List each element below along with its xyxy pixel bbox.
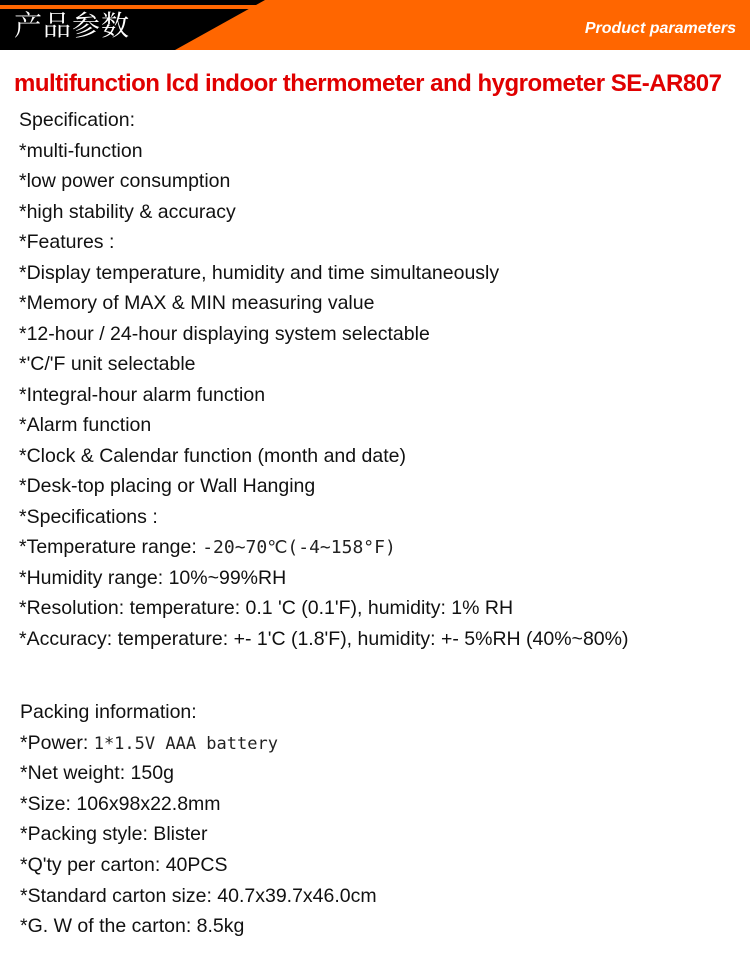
spec-line: *multi-function [19, 139, 143, 162]
banner-cn-title: 产品参数 [14, 9, 131, 42]
temperature-range-line [19, 534, 628, 565]
spec-line: *Integral-hour alarm function [19, 383, 266, 406]
packing-line: *Standard carton size: 40.7x39.7x46.0cm [20, 884, 377, 907]
packing-line: *Size: 106x98x22.8mm [20, 792, 221, 815]
spec-line: *Resolution: temperature: 0.1 'C (0.1'F), humidity: 1% RH [19, 597, 514, 619]
spec-list [19, 107, 628, 656]
power-label: *Power: [20, 731, 94, 754]
spec-line: *low power consumption [19, 170, 231, 192]
product-title: multifunction lcd indoor thermometer and hygrometer SE-AR807 [14, 70, 722, 97]
spec-line: *Desk-top placing or Wall Hanging [19, 475, 316, 497]
header-banner [0, 0, 750, 50]
temperature-value: -20~70℃(-4~158°F) [202, 537, 396, 558]
packing-heading: Packing information: [20, 701, 197, 723]
spec-line: *Clock & Calendar function (month and date) [19, 444, 406, 467]
power-value: 1*1.5V AAA battery [93, 733, 278, 754]
spec-line: *high stability & accuracy [19, 200, 236, 223]
spec-line: *Display temperature, humidity and time simultaneously [19, 261, 500, 284]
temperature-label: *Temperature range: [19, 536, 203, 558]
power-line [20, 730, 377, 761]
spec-line: *Accuracy: temperature: +- 1'C (1.8'F), humidity: +- 5%RH (40%~80%) [19, 627, 629, 650]
packing-line: *Net weight: 150g [20, 762, 174, 785]
packing-line: *Q'ty per carton: 40PCS [20, 853, 228, 876]
packing-line: *Packing style: Blister [20, 823, 208, 846]
packing-list [20, 699, 377, 944]
spec-line: *'C/'F unit selectable [19, 353, 196, 375]
spec-line: *12-hour / 24-hour displaying system selectable [19, 322, 430, 345]
spec-line: *Alarm function [19, 414, 152, 436]
spec-line: *Humidity range: 10%~99%RH [19, 566, 287, 589]
spec-line: *Features : [19, 231, 115, 253]
spec-line: Specification: [19, 109, 135, 131]
packing-line: *G. W of the carton: 8.5kg [20, 915, 245, 938]
spec-line: *Memory of MAX & MIN measuring value [19, 292, 375, 314]
spec-line: *Specifications : [19, 505, 158, 528]
banner-en-title: Product parameters [584, 20, 736, 37]
